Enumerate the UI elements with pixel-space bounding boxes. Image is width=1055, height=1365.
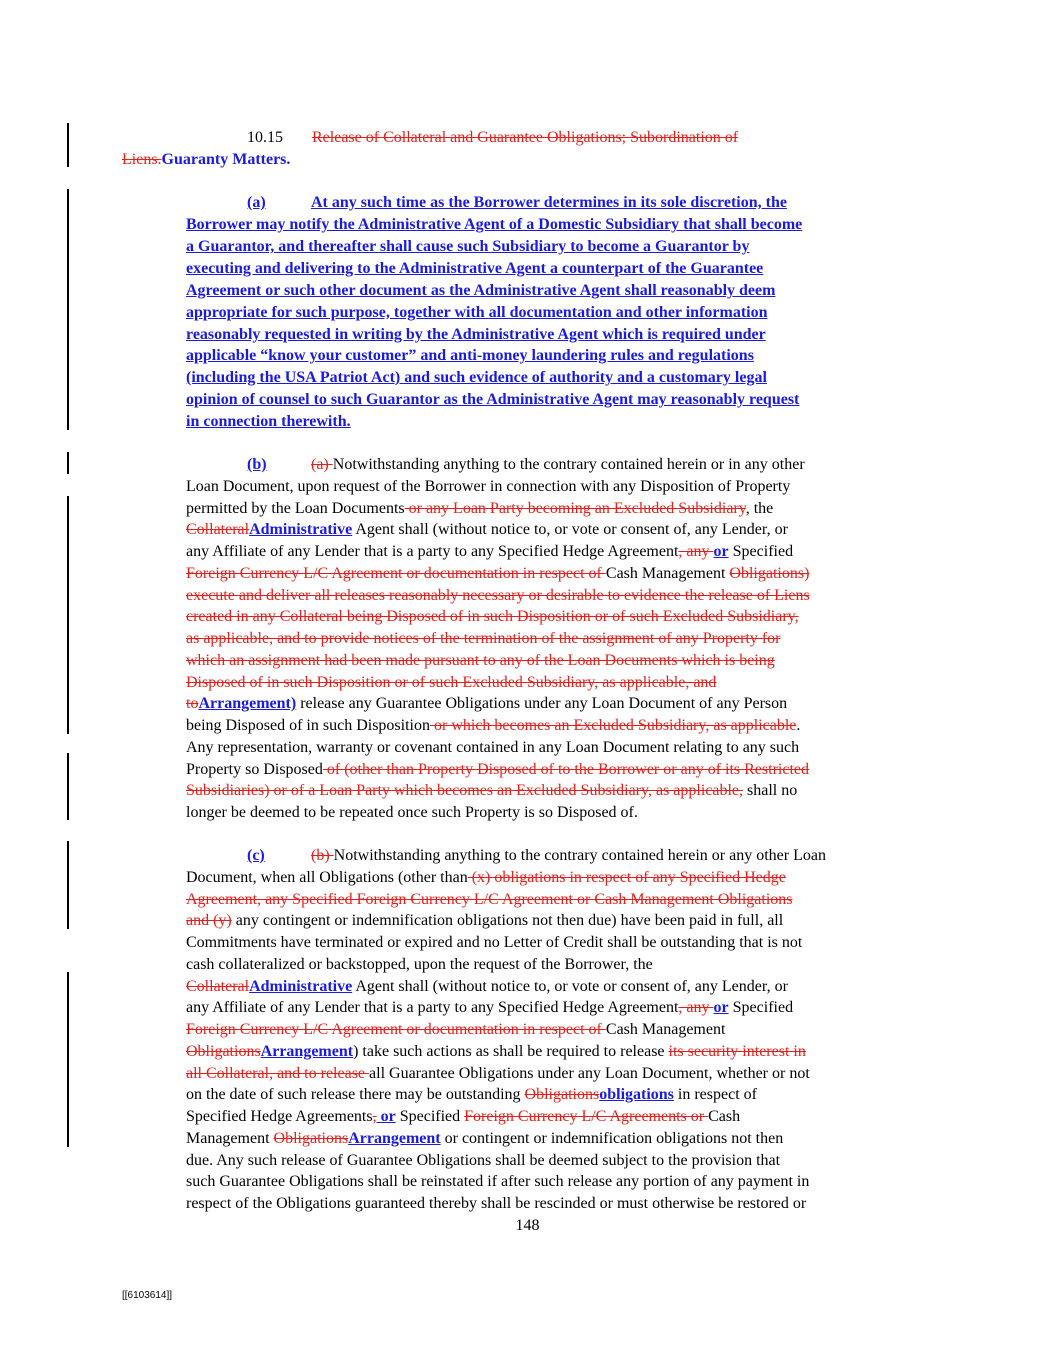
text: permitted by the Loan Documents (186, 500, 405, 517)
deleted-text: its security interest in (668, 1043, 806, 1060)
text: . (796, 717, 801, 734)
para-a-line: executing and delivering to the Administrative Agent a counterpart of the Guarantee (186, 260, 764, 277)
inserted-text: Arrangement) (198, 695, 297, 712)
change-bar (67, 496, 69, 734)
text: Specified (395, 1108, 465, 1125)
para-b-line (186, 780, 797, 802)
deleted-text: or which becomes an Excluded Subsidiary, as applicable (430, 717, 797, 734)
deleted-text: (x) obligations in respect of any Specified Hedge (467, 869, 786, 886)
para-a-line: (including the USA Patriot Act) and such evidence of authority and a customary legal (186, 369, 767, 386)
text: Document, when all Obligations (other than (186, 869, 468, 886)
inserted-text: or (713, 999, 729, 1016)
deleted-liens: Liens. (122, 151, 162, 168)
page-number: 148 (515, 1217, 540, 1234)
para-a-label: (a) (247, 194, 266, 211)
deleted-text: Obligations (273, 1130, 349, 1147)
deleted-text: or any Loan Party becoming an Excluded Subsidiary (404, 500, 746, 517)
text: Cash (708, 1108, 741, 1125)
text: Notwithstanding anything to the contrary contained herein or any other Loan (333, 847, 826, 864)
deleted-text: to (186, 695, 199, 712)
para-c-line (186, 910, 783, 932)
para-b-line: created in any Collateral being Disposed of in such Disposition or of such Excluded Subsidiary, (186, 608, 799, 625)
text: Cash Management (605, 1021, 726, 1038)
para-c-line: due. Any such release of Guarantee Obligations shall be deemed subject to the provision that (186, 1152, 781, 1169)
change-bar (67, 452, 69, 474)
para-c-line (186, 1063, 810, 1085)
inserted-text: or (376, 1108, 396, 1125)
text: Management (186, 1130, 274, 1147)
para-b-line (186, 519, 788, 541)
para-a-line: At any such time as the Borrower determines in its sole discretion, the (311, 194, 787, 211)
deleted-text: and (y) (186, 912, 232, 929)
para-b-line: Loan Document, upon request of the Borrower in connection with any Disposition of Property (186, 478, 791, 495)
document-id: [[6103614]] (122, 1290, 173, 1301)
para-a-line: applicable “know your customer” and anti-money laundering rules and regulations (186, 347, 754, 364)
text: Specified (728, 543, 794, 560)
para-c-line (186, 867, 786, 889)
inserted-text: or (713, 543, 729, 560)
deleted-text: all Collateral, and to release (186, 1065, 370, 1082)
text: or contingent or indemnification obligations not then (440, 1130, 784, 1147)
para-b-line: execute and deliver all releases reasonably necessary or desirable to evidence the release of Liens (186, 587, 810, 604)
deleted-text: Foreign Currency L/C Agreement or documentation in respect of (186, 565, 606, 582)
inserted-text: Administrative (249, 978, 353, 995)
para-a-line: a Guarantor, and thereafter shall cause such Subsidiary to become a Guarantor by (186, 238, 750, 255)
para-a-line: Borrower may notify the Administrative Agent of a Domestic Subsidiary that shall become (186, 216, 803, 233)
para-c-line (311, 845, 826, 867)
change-bar (67, 972, 69, 1147)
text: Agent shall (without notice to, or vote or consent of, any Lender, or (352, 978, 788, 995)
text: any contingent or indemnification obligations not then due) have been paid in full, all (231, 912, 784, 929)
para-b-line: Any representation, warranty or covenant contained in any Loan Document relating to any such (186, 739, 800, 756)
para-c-line (186, 1041, 806, 1063)
para-b-line: longer be deemed to be repeated once such Property is so Disposed of. (186, 804, 638, 821)
deleted-text: Foreign Currency L/C Agreements or (464, 1108, 709, 1125)
text: any Affiliate of any Lender that is a party to any Specified Hedge Agreement (186, 999, 679, 1016)
para-b-line: Disposed of in such Disposition or of such Excluded Subsidiary, as applicable, and (186, 674, 717, 691)
text: Property so Disposed (186, 761, 323, 778)
para-c-line: Agreement, any Specified Foreign Currency L/C Agreement or Cash Management Obligations (186, 891, 793, 908)
inserted-title: Guaranty Matters. (161, 151, 291, 168)
text: Specified Hedge Agreements (186, 1108, 373, 1125)
text: any Affiliate of any Lender that is a party to any Specified Hedge Agreement (186, 543, 679, 560)
para-c-line: respect of the Obligations guaranteed thereby shall be rescinded or must otherwise be restored or (186, 1195, 807, 1212)
para-a-line: in connection therewith. (186, 413, 351, 430)
para-b-label: (b) (247, 456, 267, 473)
text: being Disposed of in such Disposition (186, 717, 430, 734)
inserted-text: obligations (599, 1086, 674, 1103)
para-c-line: such Guarantee Obligations shall be reinstated if after such release any portion of any payment in (186, 1173, 810, 1190)
deleted-text: Subsidiaries) or of a Loan Party which becomes an Excluded Subsidiary, as applicable, (186, 782, 744, 799)
para-c-line (186, 997, 793, 1019)
para-b-line (186, 759, 809, 781)
text: Notwithstanding anything to the contrary contained herein or in any other (332, 456, 805, 473)
para-b-line (186, 715, 800, 737)
para-b-line: as applicable, and to provide notices of the termination of the assignment of any Property for (186, 630, 781, 647)
deleted-text: Obligations) (729, 565, 810, 582)
change-bar (67, 189, 69, 430)
deleted-text: , any (678, 999, 714, 1016)
text: on the date of such release there may be outstanding (186, 1086, 525, 1103)
inserted-text: Arrangement (260, 1043, 354, 1060)
change-bar (67, 123, 69, 167)
para-a-line: appropriate for such purpose, together with all documentation and other information (186, 304, 768, 321)
deleted-text: Obligations (524, 1086, 600, 1103)
para-b-line: which an assignment had been made pursuant to any of the Loan Documents which is being (186, 652, 775, 669)
text: release any Guarantee Obligations under any Loan Document of any Person (296, 695, 788, 712)
section-number: 10.15 (247, 129, 283, 146)
para-a-line: opinion of counsel to such Guarantor as the Administrative Agent may reasonably request (186, 391, 800, 408)
para-b-line (186, 693, 787, 715)
para-c-line (186, 1128, 783, 1150)
deleted-text: Foreign Currency L/C Agreement or documentation in respect of (186, 1021, 606, 1038)
change-bar (67, 753, 69, 820)
section-heading-line2 (122, 149, 290, 171)
text: Cash Management (605, 565, 730, 582)
change-bar (67, 841, 69, 929)
inserted-text: Administrative (249, 521, 353, 538)
deleted-text: (a) (311, 456, 333, 473)
deleted-text: Obligations (186, 1043, 261, 1060)
deleted-text: , (372, 1108, 377, 1125)
inserted-text: Arrangement (348, 1130, 441, 1147)
text: Agent shall (without notice to, or vote or consent of, any Lender, or (352, 521, 788, 538)
text: ) take such actions as shall be required to release (353, 1043, 669, 1060)
deleted-text: of (other than Property Disposed of to the Borrower or any of its Restricted (322, 761, 809, 778)
text: all Guarantee Obligations under any Loan Document, whether or not (369, 1065, 810, 1082)
para-b-line (186, 563, 809, 585)
para-c-line: Commitments have terminated or expired and no Letter of Credit shall be outstanding that is not (186, 934, 803, 951)
text: in respect of (673, 1086, 757, 1103)
para-c-label: (c) (247, 847, 265, 864)
text: Specified (728, 999, 794, 1016)
para-c-line (186, 1019, 725, 1041)
deleted-text: (b) (311, 847, 334, 864)
para-a-line: Agreement or such other document as the Administrative Agent shall reasonably deem (186, 282, 776, 299)
para-b-line (186, 498, 773, 520)
deleted-text: , any (678, 543, 714, 560)
para-b-line (186, 541, 793, 563)
deleted-text: Collateral (186, 521, 250, 538)
text: , the (745, 500, 774, 517)
para-c-line (186, 1106, 740, 1128)
deleted-title: Release of Collateral and Guarantee Obligations; Subordination of (312, 129, 739, 146)
para-b-line (311, 454, 805, 476)
deleted-text: Collateral (186, 978, 250, 995)
text: shall no (743, 782, 798, 799)
para-c-line (186, 976, 788, 998)
para-c-line: cash collateralized or backstopped, upon the request of the Borrower, the (186, 956, 653, 973)
para-c-line (186, 1084, 757, 1106)
para-a-line: reasonably requested in writing by the Administrative Agent which is required under (186, 326, 766, 343)
